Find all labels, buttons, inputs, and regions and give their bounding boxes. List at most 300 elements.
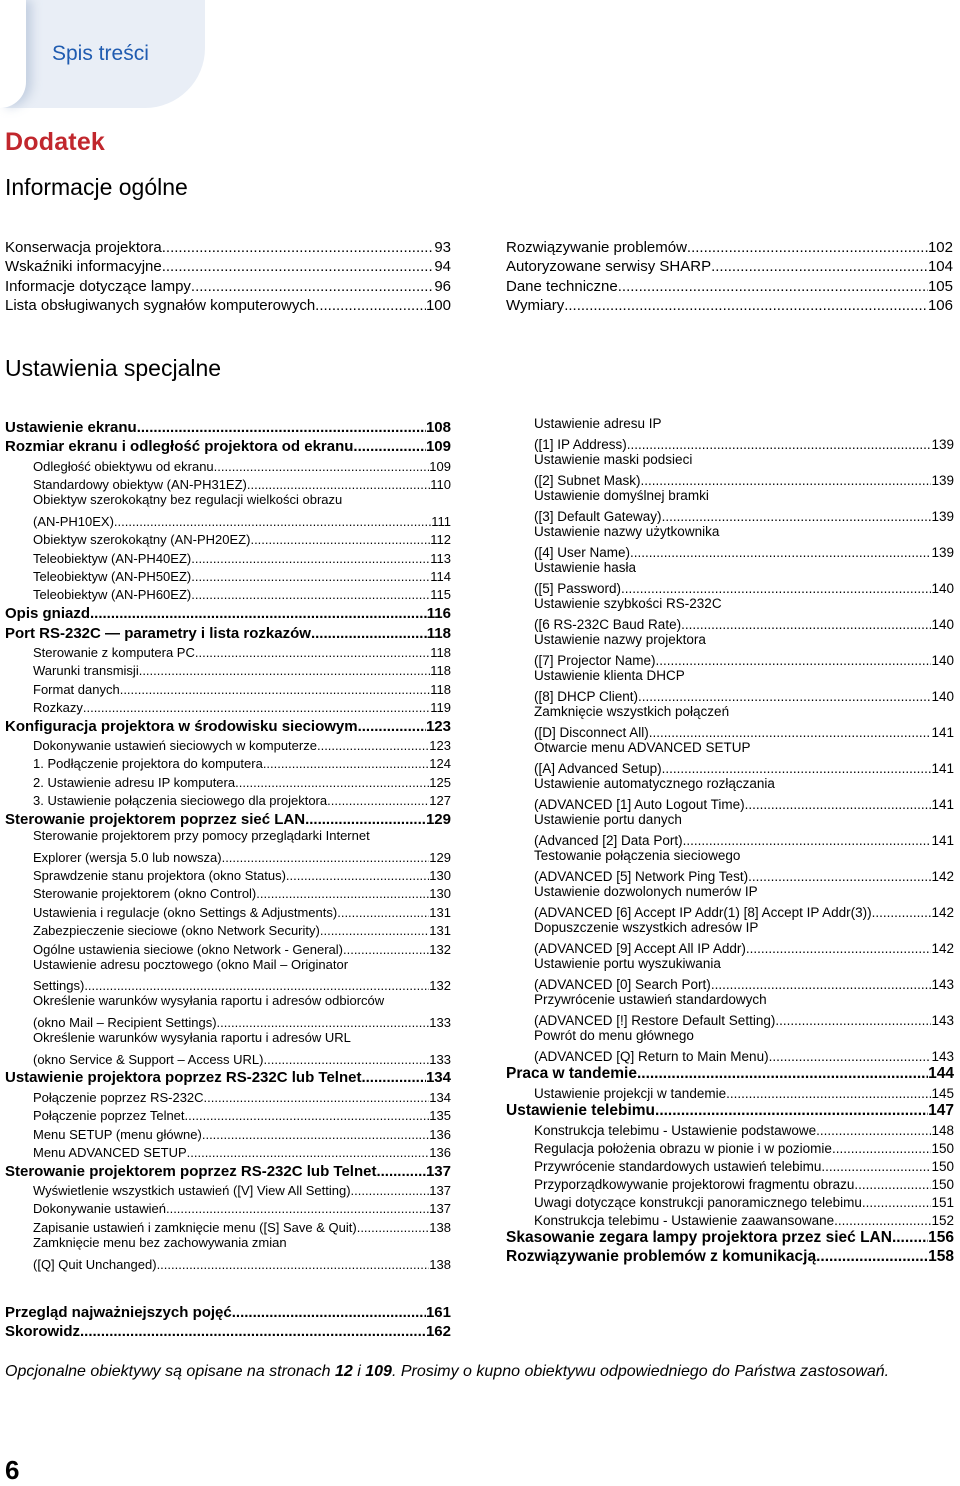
- toc-entry-page: 123: [425, 717, 451, 735]
- toc-entry[interactable]: [506, 974, 954, 992]
- toc-leader-dots: [821, 1159, 931, 1174]
- toc-entry[interactable]: [506, 1101, 954, 1120]
- toc-entry[interactable]: [5, 1067, 451, 1087]
- toc-entry-page: 140: [931, 653, 954, 668]
- toc-leader-dots: [649, 725, 932, 740]
- general-toc-left: [5, 236, 451, 314]
- toc-entry-title: Zapisanie ustawień i zamknięcie menu ([S] Save & Quit): [33, 1219, 357, 1235]
- toc-entry-title: ([6 RS-232C Baud Rate): [534, 617, 682, 632]
- toc-entry[interactable]: [5, 975, 451, 993]
- toc-leader-dots: [687, 239, 928, 256]
- toc-entry-page: 130: [429, 886, 451, 902]
- toc-entry[interactable]: [506, 275, 953, 295]
- toc-entry-title: Ustawienie projekcji w tandemie: [534, 1086, 727, 1101]
- toc-entry[interactable]: [506, 1210, 954, 1228]
- toc-entry-continuation[interactable]: Obiektyw szerokokątny bez regulacji wielkości obrazu: [33, 491, 343, 507]
- toc-entry[interactable]: [5, 1180, 451, 1198]
- toc-entry-page: 138: [429, 1219, 451, 1235]
- toc-entry-title: Format danych: [33, 681, 120, 697]
- toc-entry[interactable]: [506, 1228, 954, 1247]
- toc-entry-title: Opis gniazd: [5, 604, 91, 622]
- toc-entry-title: Sterowanie projektorem poprzez sieć LAN: [5, 810, 306, 828]
- toc-entry-continuation[interactable]: Ustawienie hasła: [534, 560, 637, 575]
- toc-entry-continuation[interactable]: Ustawienie adresu pocztowego (okno Mail – Originator: [33, 956, 349, 972]
- toc-leader-dots: [655, 1102, 928, 1120]
- toc-entry[interactable]: [5, 865, 451, 883]
- toc-entry-page: 162: [425, 1323, 451, 1340]
- toc-entry[interactable]: [506, 1156, 954, 1174]
- toc-entry[interactable]: [5, 1198, 451, 1216]
- toc-entry-title: Ustawienie ekranu: [5, 418, 137, 436]
- toc-entry[interactable]: [5, 474, 451, 492]
- toc-leader-dots: [775, 1013, 931, 1028]
- toc-entry-continuation[interactable]: Ustawienie domyślnej bramki: [534, 488, 709, 503]
- toc-entry-continuation[interactable]: Zamknięcie wszystkich połączeń: [534, 704, 730, 719]
- toc-entry[interactable]: [5, 416, 451, 436]
- toc-entry-title: Sterowanie projektorem (okno Control): [33, 886, 257, 902]
- toc-entry-page: 111: [431, 513, 451, 529]
- toc-entry-title: 3. Ustawienie połączenia sieciowego dla projektora: [33, 793, 328, 809]
- toc-entry-title: Regulacja położenia obrazu w pionie i w poziomie: [534, 1141, 832, 1156]
- toc-entry-page: 108: [425, 418, 451, 436]
- toc-leader-dots: [361, 1069, 426, 1086]
- toc-entry-page: 129: [429, 849, 451, 865]
- toc-entry[interactable]: [506, 794, 954, 812]
- toc-leader-dots: [618, 278, 928, 295]
- toc-entry-title: Ustawienie telebimu: [506, 1102, 656, 1119]
- toc-leader-dots: [351, 1183, 430, 1198]
- toc-entry-page: 116: [426, 604, 451, 622]
- toc-entry-page: 119: [430, 700, 451, 716]
- toc-leader-dots: [83, 700, 430, 715]
- toc-entry-title: Praca w tandemie: [506, 1065, 637, 1082]
- toc-entry-title: 2. Ustawienie adresu IP komputera: [33, 774, 236, 790]
- toc-leader-dots: [185, 1108, 430, 1123]
- toc-entry-page: 147: [928, 1102, 954, 1119]
- toc-leader-dots: [854, 1177, 931, 1192]
- toc-entry-page: 100: [425, 297, 451, 314]
- subsection-general-title: Informacje ogólne: [5, 174, 188, 200]
- toc-entry[interactable]: [506, 722, 954, 740]
- toc-leader-dots: [191, 551, 430, 566]
- toc-leader-dots: [315, 297, 426, 314]
- toc-entry-title: Dokonywanie ustawień: [33, 1201, 166, 1217]
- toc-entry-continuation[interactable]: Ustawienie portu wyszukiwania: [534, 956, 721, 971]
- toc-leader-dots: [204, 1090, 430, 1105]
- toc-entry-title: ([8] DHCP Client): [534, 689, 639, 704]
- toc-leader-dots: [621, 581, 931, 596]
- note-text-1: Opcjonalne obiektywy są opisane na stronach: [5, 1363, 335, 1380]
- toc-entry-title: 1. Podłączenie projektora do komputera: [33, 756, 263, 772]
- toc-entry-title: Ogólne ustawienia sieciowe (okno Network - General): [33, 941, 343, 957]
- toc-entry-title: Standardowy obiektyw (AN-PH31EZ): [33, 476, 247, 492]
- toc-entry-page: 142: [931, 869, 954, 884]
- toc-entry[interactable]: [506, 1247, 954, 1266]
- toc-entry-title: Teleobiektyw (AN-PH40EZ): [33, 550, 192, 566]
- toc-entry[interactable]: [506, 686, 954, 704]
- toc-leader-dots: [139, 663, 431, 678]
- toc-entry[interactable]: [506, 236, 953, 256]
- toc-entry-title: ([1] IP Address): [534, 437, 627, 452]
- toc-entry-continuation[interactable]: Ustawienie nazwy projektora: [534, 632, 706, 647]
- toc-entry-continuation[interactable]: Testowanie połączenia sieciowego: [534, 848, 741, 863]
- toc-leader-dots: [263, 756, 429, 771]
- toc-entry-title: ([A] Advanced Setup): [534, 761, 662, 776]
- toc-entry[interactable]: [506, 295, 953, 315]
- toc-entry[interactable]: [5, 735, 451, 753]
- toc-entry-page: 118: [430, 681, 451, 697]
- toc-entry-title: Rozkazy: [33, 700, 83, 716]
- toc-leader-dots: [637, 1065, 928, 1083]
- toc-entry[interactable]: [5, 846, 451, 864]
- toc-entry[interactable]: [5, 510, 451, 528]
- toc-leader-dots: [90, 605, 427, 622]
- toc-entry[interactable]: [5, 1253, 451, 1271]
- toc-leader-dots: [250, 532, 430, 547]
- toc-entry-continuation[interactable]: Ustawienie adresu IP: [534, 416, 662, 431]
- toc-entry[interactable]: [506, 1010, 954, 1028]
- toc-entry-page: 134: [425, 1069, 451, 1087]
- toc-entry-title: Wskaźniki informacyjne: [5, 258, 162, 275]
- toc-entry-title: (ADVANCED [!] Restore Default Setting): [534, 1013, 776, 1028]
- toc-leader-dots: [214, 459, 430, 474]
- toc-entry-page: 141: [931, 833, 954, 848]
- toc-entry-page: 152: [931, 1213, 954, 1228]
- toc-entry-continuation[interactable]: Ustawienie nazwy użytkownika: [534, 524, 720, 539]
- toc-entry-continuation[interactable]: Przywrócenie ustawień standardowych: [534, 992, 767, 1007]
- toc-leader-dots: [166, 1201, 429, 1216]
- note-text-3: . Prosimy o kupno obiektywu odpowiedniego do Państwa zastosowań.: [391, 1363, 890, 1380]
- toc-leader-dots: [337, 905, 429, 920]
- toc-entry[interactable]: [506, 434, 954, 452]
- toc-entry-title: Dane techniczne: [506, 277, 618, 295]
- toc-entry-page: 133: [429, 1015, 451, 1031]
- toc-entry[interactable]: [506, 650, 954, 668]
- toc-entry-page: 150: [931, 1159, 954, 1174]
- toc-entry-title: Ustawienia i regulacje (okno Settings & Adjustments): [33, 904, 338, 920]
- toc-entry-title: Sprawdzenie stanu projektora (okno Status): [33, 867, 286, 883]
- toc-entry-title: Menu ADVANCED SETUP: [33, 1145, 187, 1161]
- toc-leader-dots: [662, 761, 932, 776]
- toc-entry-continuation[interactable]: Ustawienie szybkości RS-232C: [534, 596, 722, 611]
- toc-entry-title: Połączenie poprzez RS-232C: [33, 1089, 204, 1105]
- toc-leader-dots: [195, 645, 430, 660]
- toc-entry-page: 142: [931, 905, 954, 920]
- toc-leader-dots: [120, 682, 431, 697]
- toc-entry-title: ([2] Subnet Mask): [534, 473, 641, 488]
- toc-leader-dots: [157, 1257, 430, 1272]
- toc-entry[interactable]: [5, 1321, 451, 1340]
- toc-entry-title: Port RS-232C — parametry i lista rozkazów: [5, 624, 311, 642]
- toc-entry-page: 143: [931, 1013, 954, 1028]
- toc-leader-dots: [745, 797, 932, 812]
- toc-entry-continuation[interactable]: Ustawienie dozwolonych numerów IP: [534, 884, 758, 899]
- toc-leader-dots: [162, 239, 435, 256]
- toc-entry-continuation[interactable]: Powrót do menu głównego: [534, 1028, 694, 1043]
- toc-leader-dots: [627, 437, 932, 452]
- toc-entry[interactable]: [506, 542, 954, 560]
- toc-entry-page: 139: [931, 473, 954, 488]
- toc-leader-dots: [311, 625, 427, 642]
- toc-entry-page: 127: [429, 793, 451, 809]
- toc-entry-page: 138: [429, 1256, 451, 1272]
- toc-leader-dots: [137, 419, 426, 436]
- toc-leader-dots: [191, 587, 430, 602]
- toc-entry[interactable]: [5, 529, 451, 547]
- toc-entry[interactable]: [506, 506, 954, 524]
- lens-note: [5, 1361, 957, 1382]
- toc-entry-title: Konserwacja projektora: [5, 238, 162, 256]
- toc-entry-page: 115: [430, 587, 451, 603]
- toc-leader-dots: [256, 886, 429, 901]
- toc-leader-dots: [358, 718, 426, 735]
- toc-entry-continuation[interactable]: Sterowanie projektorem przy pomocy przeglądarki Internet: [33, 827, 370, 843]
- toc-entry-title: (okno Service & Support – Access URL): [33, 1051, 264, 1067]
- toc-entry-page: 93: [434, 238, 451, 256]
- toc-entry[interactable]: [5, 1160, 451, 1180]
- toc-entry[interactable]: [506, 866, 954, 884]
- toc-entry-title: Teleobiektyw (AN-PH60EZ): [33, 587, 192, 603]
- toc-entry[interactable]: [5, 455, 451, 473]
- toc-entry[interactable]: [5, 436, 451, 456]
- toc-entry-continuation[interactable]: Określenie warunków wysyłania raportu i adresów odbiorców: [33, 993, 385, 1009]
- toc-leader-dots: [286, 868, 429, 883]
- toc-entry[interactable]: [506, 1192, 954, 1210]
- note-page-b: 109: [365, 1363, 392, 1380]
- toc-leader-dots: [187, 1145, 430, 1160]
- toc-entry-page: 135: [429, 1108, 451, 1124]
- toc-entry-page: 134: [429, 1089, 451, 1105]
- toc-entry[interactable]: [5, 256, 451, 276]
- toc-entry-title: (Advanced [2] Data Port): [534, 833, 683, 848]
- toc-entry[interactable]: [5, 622, 451, 642]
- toc-entry[interactable]: [5, 938, 451, 956]
- toc-entry[interactable]: [506, 470, 954, 488]
- toc-leader-dots: [305, 811, 426, 828]
- toc-entry-page: 113: [430, 550, 451, 566]
- toc-entry-title: (okno Mail – Recipient Settings): [33, 1015, 217, 1031]
- toc-entry-page: 137: [429, 1183, 451, 1199]
- toc-entry[interactable]: [506, 1064, 954, 1083]
- toc-leader-dots: [114, 514, 431, 529]
- toc-entry-title: Rozwiązywanie problemów z komunikacją: [506, 1248, 817, 1265]
- toc-entry-title: ([Q] Quit Unchanged): [33, 1256, 157, 1272]
- toc-entry-continuation[interactable]: Dopuszczenie wszystkich adresów IP: [534, 920, 759, 935]
- toc-entry-continuation[interactable]: Otwarcie menu ADVANCED SETUP: [534, 740, 751, 755]
- toc-entry-page: 105: [927, 277, 953, 295]
- toc-entry[interactable]: [506, 1083, 954, 1101]
- toc-entry-page: 148: [931, 1123, 954, 1138]
- toc-entry[interactable]: [5, 236, 451, 256]
- toc-leader-dots: [217, 1015, 430, 1030]
- general-toc-right: [506, 236, 953, 314]
- toc-entry[interactable]: [5, 1049, 451, 1067]
- toc-entry-page: 143: [931, 977, 954, 992]
- toc-entry[interactable]: [5, 808, 451, 828]
- toc-entry-title: Menu SETUP (menu główne): [33, 1126, 202, 1142]
- toc-entry[interactable]: [5, 660, 451, 678]
- toc-leader-dots: [264, 1052, 430, 1067]
- toc-entry-title: Przyporządkowywanie projektorowi fragmentu obrazu: [534, 1177, 855, 1192]
- toc-entry-title: ([7] Projector Name): [534, 653, 656, 668]
- toc-entry-page: 144: [928, 1065, 954, 1082]
- toc-entry[interactable]: [5, 883, 451, 901]
- toc-entry[interactable]: [5, 1142, 451, 1160]
- toc-entry-title: Autoryzowane serwisy SHARP: [506, 258, 712, 275]
- toc-leader-dots: [162, 258, 435, 275]
- toc-leader-dots: [746, 941, 932, 956]
- toc-entry-title: Rozwiązywanie problemów: [506, 238, 687, 256]
- toc-entry-page: 136: [429, 1126, 451, 1142]
- toc-entry[interactable]: [506, 758, 954, 776]
- toc-entry-page: 161: [425, 1304, 451, 1321]
- bottom-toc: [5, 1302, 451, 1340]
- toc-leader-dots: [376, 1163, 426, 1180]
- toc-entry[interactable]: [5, 715, 451, 735]
- toc-entry-title: Sterowanie z komputera PC: [33, 644, 195, 660]
- toc-leader-dots: [816, 1123, 931, 1138]
- toc-entry-page: 129: [425, 810, 451, 828]
- toc-entry[interactable]: [506, 256, 953, 276]
- toc-entry-page: 139: [931, 545, 954, 560]
- toc-entry[interactable]: [5, 1216, 451, 1234]
- toc-entry-title: Rozmiar ekranu i odległość projektora od ekranu: [5, 438, 354, 456]
- toc-entry-title: (ADVANCED [6] Accept IP Addr(1) [8] Accept IP Addr(3)): [534, 905, 872, 920]
- toc-entry-title: Skorowidz: [5, 1323, 81, 1340]
- toc-entry-title: Wyświetlenie wszystkich ustawień ([V] View All Setting): [33, 1183, 351, 1199]
- toc-leader-dots: [769, 1049, 932, 1064]
- toc-entry-page: 150: [931, 1141, 954, 1156]
- toc-entry[interactable]: [506, 1138, 954, 1156]
- toc-entry-title: Odległość obiektywu od ekranu: [33, 458, 214, 474]
- toc-entry[interactable]: [5, 1105, 451, 1123]
- toc-entry-page: 151: [931, 1195, 954, 1210]
- toc-entry-title: Konfiguracja projektora w środowisku sieciowym: [5, 717, 358, 735]
- subsection-special-title: Ustawienia specjalne: [5, 355, 222, 381]
- toc-entry[interactable]: [5, 584, 451, 602]
- toc-entry-title: (ADVANCED [Q] Return to Main Menu): [534, 1049, 769, 1064]
- toc-leader-dots: [656, 653, 932, 668]
- toc-entry-page: 143: [931, 1049, 954, 1064]
- toc-leader-dots: [834, 1213, 931, 1228]
- toc-entry[interactable]: [506, 614, 954, 632]
- toc-entry-page: 114: [430, 568, 451, 584]
- toc-entry-page: 131: [429, 923, 451, 939]
- toc-entry-continuation[interactable]: Ustawienie maski podsieci: [534, 452, 693, 467]
- toc-entry-page: 124: [429, 756, 451, 772]
- toc-entry-page: 141: [931, 761, 954, 776]
- toc-leader-dots: [191, 278, 434, 295]
- toc-leader-dots: [872, 905, 932, 920]
- toc-leader-dots: [711, 977, 932, 992]
- toc-entry[interactable]: [5, 697, 451, 715]
- toc-entry-page: 145: [931, 1086, 954, 1101]
- toc-entry-page: 140: [931, 617, 954, 632]
- toc-entry[interactable]: [5, 901, 451, 919]
- toc-entry-page: 130: [429, 867, 451, 883]
- toc-entry-title: Konstrukcja telebimu - Ustawienie podstawowe: [534, 1123, 817, 1138]
- toc-entry-page: 96: [434, 277, 451, 295]
- toc-entry[interactable]: [5, 1012, 451, 1030]
- toc-leader-dots: [247, 477, 430, 492]
- page-number: 6: [5, 1455, 20, 1485]
- toc-entry[interactable]: [5, 1302, 451, 1321]
- toc-entry-page: 110: [430, 476, 451, 492]
- toc-entry-title: Połączenie poprzez Telnet: [33, 1108, 185, 1124]
- toc-leader-dots: [862, 1195, 932, 1210]
- toc-entry[interactable]: [5, 920, 451, 938]
- toc-entry-continuation[interactable]: Określenie warunków wysyłania raportu i adresów URL: [33, 1030, 351, 1046]
- toc-entry[interactable]: [5, 1123, 451, 1141]
- toc-leader-dots: [327, 793, 429, 808]
- toc-leader-dots: [320, 923, 429, 938]
- toc-leader-dots: [641, 473, 932, 488]
- toc-entry[interactable]: [5, 295, 451, 315]
- toc-entry[interactable]: [5, 678, 451, 696]
- toc-entry-page: 123: [429, 738, 451, 754]
- toc-entry[interactable]: [5, 566, 451, 584]
- toc-entry-continuation[interactable]: Ustawienie portu danych: [534, 812, 682, 827]
- toc-entry[interactable]: [506, 1120, 954, 1138]
- toc-entry[interactable]: [506, 1046, 954, 1064]
- toc-entry-continuation[interactable]: Ustawienie klienta DHCP: [534, 668, 685, 683]
- toc-entry-title: ([4] User Name): [534, 545, 631, 560]
- toc-entry-page: 137: [429, 1201, 451, 1217]
- toc-entry[interactable]: [5, 1086, 451, 1104]
- toc-entry-title: Uwagi dotyczące konstrukcji panoramicznego telebimu: [534, 1195, 862, 1210]
- toc-leader-dots: [235, 775, 429, 790]
- toc-entry[interactable]: [506, 1174, 954, 1192]
- toc-entry-page: 156: [928, 1229, 954, 1246]
- toc-entry-title: Explorer (wersja 5.0 lub nowsza): [33, 849, 222, 865]
- toc-entry-title: (ADVANCED [9] Accept All IP Addr): [534, 941, 746, 956]
- toc-leader-dots: [816, 1248, 928, 1266]
- toc-entry-title: Warunki transmisji: [33, 663, 139, 679]
- toc-entry-page: 104: [927, 258, 953, 275]
- toc-entry-title: ([3] Default Gateway): [534, 509, 662, 524]
- toc-entry-page: 112: [430, 532, 451, 548]
- special-toc-right: [506, 416, 954, 1266]
- toc-entry-continuation[interactable]: Zamknięcie menu bez zachowywania zmian: [33, 1234, 287, 1250]
- header-tab-title: Spis treści: [52, 42, 149, 65]
- toc-entry-title: Informacje dotyczące lampy: [5, 277, 191, 295]
- toc-entry-continuation[interactable]: Ustawienie automatycznego rozłączania: [534, 776, 775, 791]
- toc-entry-title: Wymiary: [506, 297, 565, 314]
- toc-entry[interactable]: [5, 790, 451, 808]
- toc-entry[interactable]: [5, 602, 451, 622]
- toc-entry-page: 132: [429, 941, 451, 957]
- toc-entry[interactable]: [506, 938, 954, 956]
- toc-entry-title: (ADVANCED [5] Network Ping Test): [534, 869, 749, 884]
- toc-entry[interactable]: [5, 275, 451, 295]
- toc-entry-title: Zabezpieczenie sieciowe (okno Network Security): [33, 923, 320, 939]
- toc-entry[interactable]: [5, 642, 451, 660]
- toc-entry-page: 136: [429, 1145, 451, 1161]
- toc-entry[interactable]: [5, 771, 451, 789]
- toc-entry[interactable]: [506, 578, 954, 596]
- toc-entry-title: Przegląd najważniejszych pojęć: [5, 1304, 232, 1321]
- toc-entry[interactable]: [5, 753, 451, 771]
- toc-entry-page: 118: [430, 663, 451, 679]
- toc-entry[interactable]: [506, 902, 954, 920]
- toc-entry-title: Lista obsługiwanych sygnałów komputerowych: [5, 297, 316, 314]
- toc-entry[interactable]: [5, 547, 451, 565]
- toc-entry[interactable]: [506, 830, 954, 848]
- toc-entry-page: 139: [931, 509, 954, 524]
- toc-leader-dots: [80, 1323, 426, 1340]
- toc-entry-title: Teleobiektyw (AN-PH50EZ): [33, 568, 192, 584]
- toc-entry-page: 140: [931, 689, 954, 704]
